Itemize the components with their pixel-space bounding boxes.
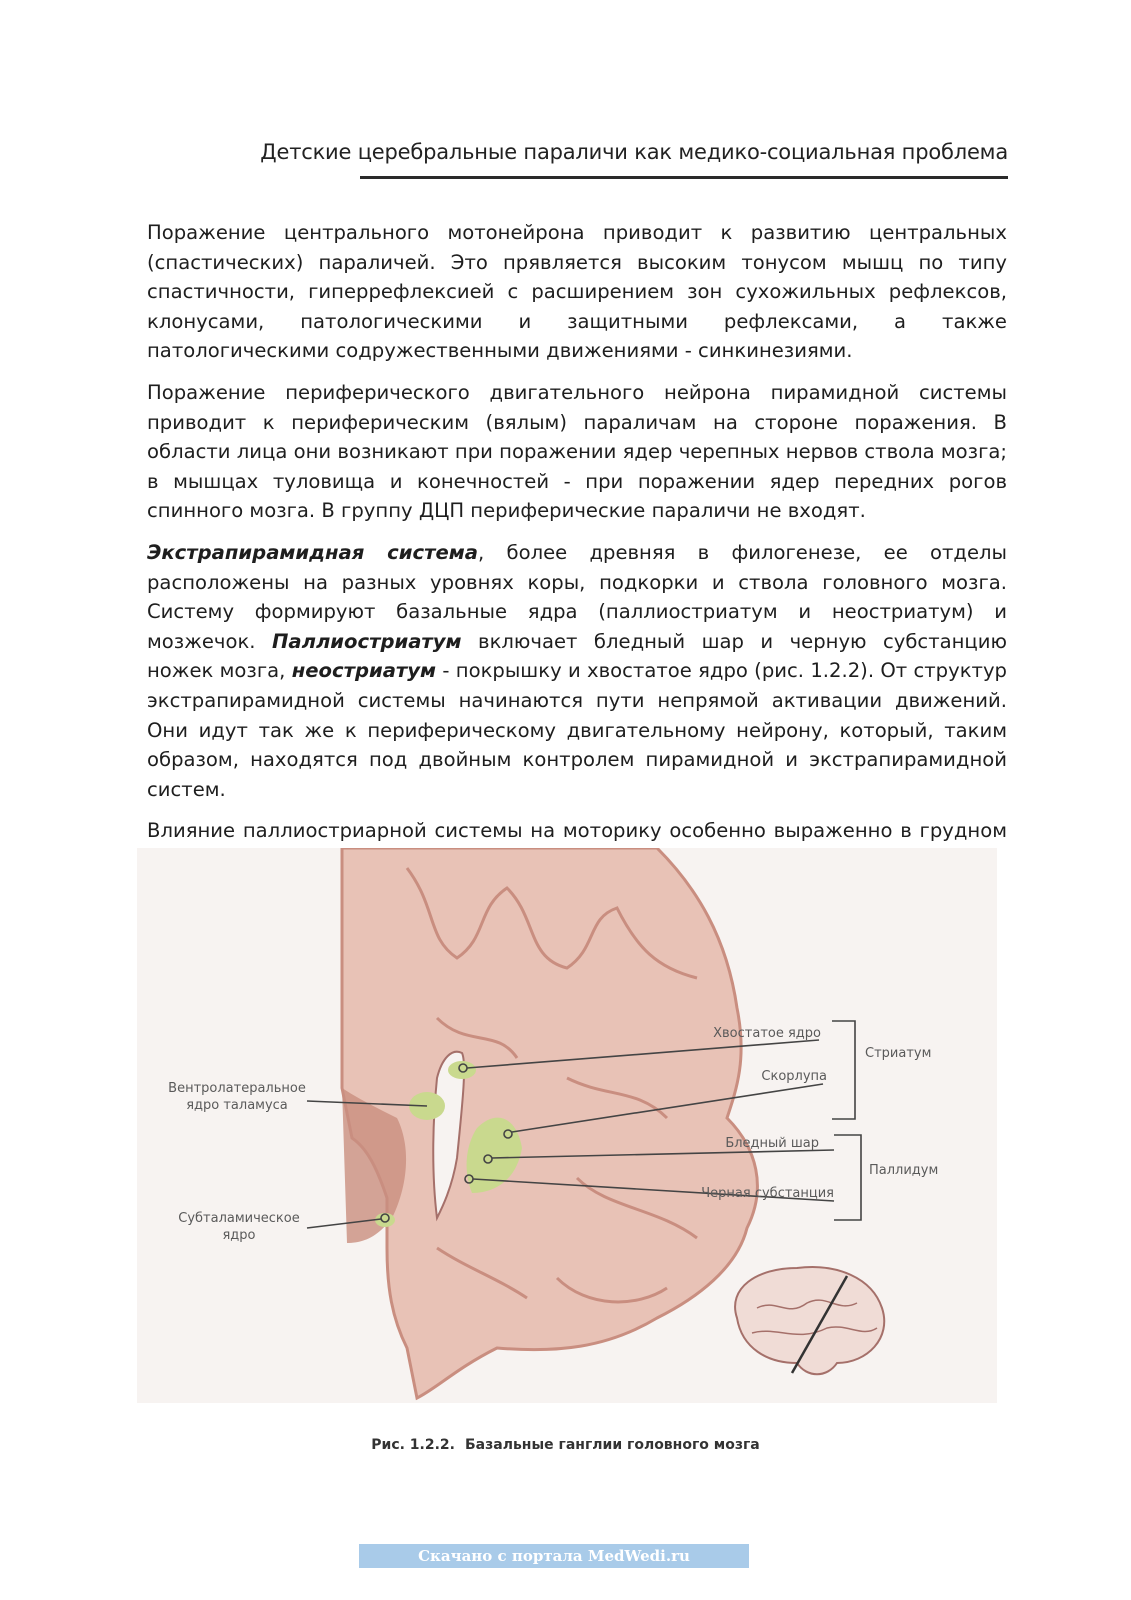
- figure-number: Рис. 1.2.2.: [371, 1437, 455, 1453]
- label-pallidum: Паллидум: [869, 1163, 939, 1178]
- running-header: Детские церебральные параличи как медико-социальная проблема: [260, 140, 1008, 164]
- label-substantia-nigra: Черная субстанция: [701, 1186, 834, 1201]
- label-vl-thalamus-2: ядро таламуса: [186, 1098, 288, 1113]
- label-caudate: Хвостатое ядро: [713, 1026, 821, 1041]
- header-rule: [360, 176, 1008, 179]
- label-striatum: Стриатум: [865, 1046, 932, 1061]
- label-subthalamic-1: Субталамическое: [178, 1211, 300, 1226]
- download-watermark: Скачано с портала MedWedi.ru: [359, 1544, 749, 1568]
- figure-caption: [0, 1437, 1131, 1453]
- term-neostriatum: неостриатум: [291, 659, 437, 683]
- basal-ganglia-figure: [137, 848, 997, 1403]
- paragraph-3: [147, 538, 1007, 804]
- label-globus-pallidus: Бледный шар: [725, 1136, 819, 1151]
- paragraph-3-part-1: , более древняя в филогенезе, ее отделы расположены на разных уровнях коры, подкорки и ствола головного мозга. Систему формируют базальные ядра (паллиостриатум и неостриатум) и мозжечок.: [147, 540, 1008, 653]
- paragraph-1: Поражение центрального мотонейрона приводит к развитию центральных (спастических) параличей. Это прявляется высоким тонусом мышц по типу спастичности, гиперрефлексией с расширением зон сухожильных рефлексов, клонусами, патологическими и защитными рефлексами, а также патологическими содружественными движениями - синкинезиями.: [147, 221, 1007, 363]
- term-extrapyramidal: Экстрапирамидная система: [147, 540, 479, 564]
- body-text: [147, 218, 1007, 887]
- paragraph-2: Поражение периферического двигательного нейрона пирамидной системы приводит к периферическим (вялым) параличам на стороне поражения. В области лица они возникают при поражении ядер черепных нервов ствола мозга; в мышцах туловища и конечностей - при поражении ядер передних рогов спинного мозга. В группу ДЦП периферические параличи не входят.: [147, 380, 1007, 523]
- brain-illustration: [137, 848, 997, 1403]
- paragraph-3-part-3: - покрышку и хвостатое ядро (рис. 1.2.2). От структур экстрапирамидной системы начинаются пути непрямой активации движений. Они идут так же к периферическому двигательному нейрону, который, таким образом, находятся под двойным контролем пирамидной и экстрапирамидной систем.: [147, 659, 1007, 801]
- paragraph-4: Влияние паллиостриарной системы на моторику особенно выраженно в грудном: [147, 819, 1007, 843]
- paragraph-3-part-2: включает бледный шар и черную субстанцию ножек мозга,: [147, 629, 1007, 683]
- label-putamen: Скорлупа: [761, 1069, 827, 1084]
- figure-caption-text: Базальные ганглии головного мозга: [465, 1437, 760, 1453]
- label-subthalamic-2: ядро: [222, 1228, 256, 1243]
- label-vl-thalamus-1: Вентролатеральное: [168, 1081, 306, 1096]
- term-palliostriatum: Паллиостриатум: [271, 629, 462, 653]
